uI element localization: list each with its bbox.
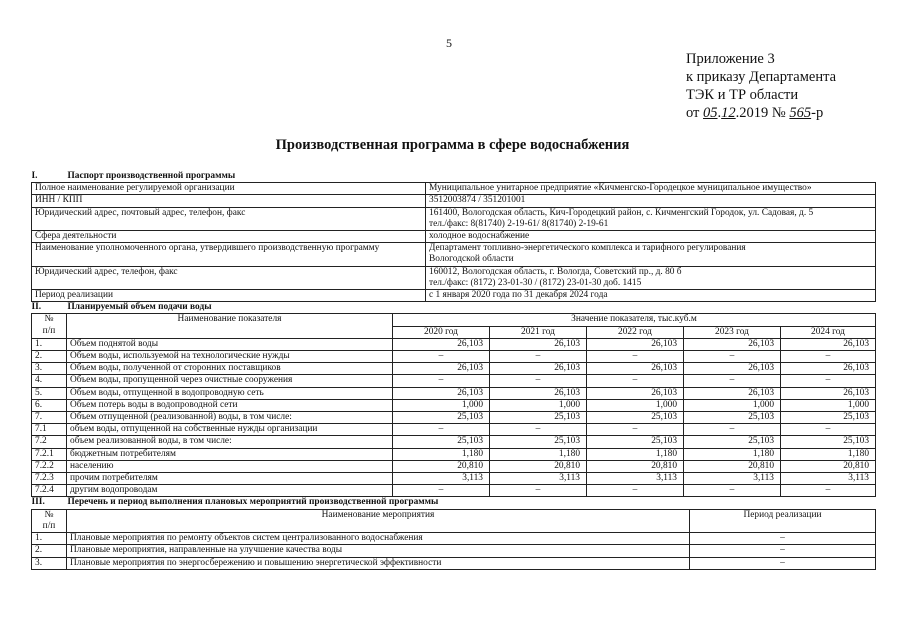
row-value: 26,103 — [587, 338, 684, 350]
row-value: 26,103 — [490, 387, 587, 399]
row-value: 26,103 — [684, 363, 781, 375]
row-value: 1,180 — [781, 448, 876, 460]
row-number: 6. — [32, 399, 67, 411]
annex-day: 05 — [703, 105, 718, 121]
row-number: 5. — [32, 387, 67, 399]
row-value: 25,103 — [490, 412, 587, 424]
row-name: прочим потребителям — [67, 473, 393, 485]
col-values-header: Значение показателя, тыс.куб.м — [393, 314, 876, 326]
passport-row — [32, 195, 876, 207]
passport-value-line-2: тел./факс: (8172) 23-01-30 / (8172) 23-01-30 доб. 1415 — [429, 277, 642, 288]
row-value: 26,103 — [490, 338, 587, 350]
annex-year: .2019 № — [735, 105, 786, 121]
row-name: другим водопроводам — [67, 485, 393, 497]
row-value: 25,103 — [393, 436, 490, 448]
measure-period: – — [690, 533, 876, 545]
volume-row — [32, 338, 876, 350]
row-number: 2. — [32, 545, 67, 557]
passport-row — [32, 207, 876, 230]
passport-value — [426, 195, 876, 207]
row-value: 25,103 — [781, 412, 876, 424]
row-value: – — [490, 485, 587, 497]
passport-label: Сфера деятельности — [32, 231, 426, 243]
row-value: 26,103 — [684, 387, 781, 399]
passport-value — [426, 243, 876, 266]
row-value: 3,113 — [587, 473, 684, 485]
passport-value-line: 3512003874 / 351201001 — [429, 195, 526, 206]
row-value: 26,103 — [393, 387, 490, 399]
row-value: – — [393, 375, 490, 387]
row-number: 7.2.2 — [32, 460, 67, 472]
row-value: 26,103 — [684, 338, 781, 350]
row-value: 20,810 — [490, 460, 587, 472]
section3-title: Перечень и период выполнения плановых мероприятий производственной программы — [67, 497, 439, 508]
volume-row — [32, 473, 876, 485]
volume-row — [32, 399, 876, 411]
measure-period: – — [690, 557, 876, 569]
row-name: Объем потерь воды в водопроводной сети — [67, 399, 393, 411]
row-value: 26,103 — [781, 387, 876, 399]
row-value: 25,103 — [587, 412, 684, 424]
document-body — [31, 171, 875, 570]
row-number: 1. — [32, 533, 67, 545]
row-number: 4. — [32, 375, 67, 387]
section1-number: I. — [31, 171, 38, 181]
row-number: 1. — [32, 338, 67, 350]
row-value: 26,103 — [781, 363, 876, 375]
passport-label: Юридический адрес, телефон, факс — [32, 266, 426, 289]
row-value: 20,810 — [587, 460, 684, 472]
row-number: 2. — [32, 351, 67, 363]
passport-value-line: с 1 января 2020 года по 31 декабря 2024 года — [429, 290, 608, 301]
row-value: 25,103 — [490, 436, 587, 448]
row-value: – — [490, 351, 587, 363]
page-title: Производственная программа в сфере водоснабжения — [275, 137, 630, 153]
year-header: 2020 год — [393, 326, 490, 338]
volume-row — [32, 363, 876, 375]
row-name: объем воды, отпущенной на собственные нужды организации — [67, 424, 393, 436]
page-number: 5 — [446, 36, 452, 50]
row-value: 20,810 — [781, 460, 876, 472]
passport-value — [426, 290, 876, 302]
volume-row — [32, 448, 876, 460]
measure-row — [32, 533, 876, 545]
section1-title: Паспорт производственной программы — [67, 171, 236, 181]
row-value: 26,103 — [781, 338, 876, 350]
row-name: бюджетным потребителям — [67, 448, 393, 460]
col-name-header: Наименование показателя — [67, 314, 393, 338]
annex-date-prefix: от — [686, 105, 700, 121]
row-value: 1,000 — [490, 399, 587, 411]
row-value: – — [684, 375, 781, 387]
passport-label: Период реализации — [32, 290, 426, 302]
row-number: 3. — [32, 557, 67, 569]
section1-heading — [32, 171, 876, 183]
annex-block — [686, 50, 836, 122]
row-value: – — [684, 485, 781, 497]
passport-value — [426, 231, 876, 243]
measure-row — [32, 557, 876, 569]
passport-label: Полное наименование регулируемой организации — [32, 183, 426, 195]
passport-table — [31, 171, 876, 302]
row-value: 1,180 — [490, 448, 587, 460]
row-value: – — [781, 375, 876, 387]
row-value: 1,180 — [684, 448, 781, 460]
row-value: 25,103 — [684, 436, 781, 448]
measures-table — [31, 497, 876, 569]
row-value: 26,103 — [587, 387, 684, 399]
annex-suffix: -р — [811, 105, 824, 121]
measure-period: – — [690, 545, 876, 557]
section2-header-row — [32, 314, 876, 326]
year-header: 2023 год — [684, 326, 781, 338]
row-value: 1,000 — [781, 399, 876, 411]
row-number: 7.2.4 — [32, 485, 67, 497]
row-number: 7. — [32, 412, 67, 424]
row-value: 20,810 — [393, 460, 490, 472]
row-value: 25,103 — [781, 436, 876, 448]
volume-row — [32, 412, 876, 424]
row-value: – — [587, 424, 684, 436]
row-value: – — [684, 351, 781, 363]
volume-row — [32, 485, 876, 497]
measure-name: Плановые мероприятия по ремонту объектов систем централизованного водоснабжения — [67, 533, 690, 545]
row-value: 3,113 — [393, 473, 490, 485]
passport-value — [426, 266, 876, 289]
row-value: 25,103 — [684, 412, 781, 424]
passport-row — [32, 266, 876, 289]
section2-heading — [32, 302, 876, 314]
passport-value-line: 160012, Вологодская область, г. Вологда, Советский пр., д. 80 б — [429, 266, 682, 277]
row-value: 1,180 — [393, 448, 490, 460]
passport-value — [426, 183, 876, 195]
row-value: – — [393, 351, 490, 363]
volume-row — [32, 387, 876, 399]
passport-value-line-2: Вологодской области — [429, 254, 514, 265]
year-header: 2024 год — [781, 326, 876, 338]
row-name: Объем отпущенной (реализованной) воды, в том числе: — [67, 412, 393, 424]
row-value: 26,103 — [393, 363, 490, 375]
measure-row — [32, 545, 876, 557]
passport-value-line-2: тел./факс: 8(81740) 2-19-61/ 8(81740) 2-19-61 — [429, 218, 609, 229]
measure-name: Плановые мероприятия, направленные на улучшение качества воды — [67, 545, 690, 557]
volume-row — [32, 351, 876, 363]
row-name: Объем воды, используемой на технологические нужды — [67, 351, 393, 363]
annex-sep: . — [717, 105, 722, 121]
row-value: – — [490, 375, 587, 387]
row-value: – — [587, 351, 684, 363]
row-number: 3. — [32, 363, 67, 375]
row-name: объем реализованной воды, в том числе: — [67, 436, 393, 448]
passport-label: Наименование уполномоченного органа, утвердившего производственную программу — [32, 243, 426, 266]
passport-label: Юридический адрес, почтовый адрес, телефон, факс — [32, 207, 426, 230]
row-number: 7.2.3 — [32, 473, 67, 485]
row-value: – — [393, 485, 490, 497]
row-value: 3,113 — [490, 473, 587, 485]
row-value: – — [587, 485, 684, 497]
passport-value — [426, 207, 876, 230]
row-value: 1,000 — [393, 399, 490, 411]
row-value: – — [781, 351, 876, 363]
row-value: – — [781, 424, 876, 436]
row-number: 7.2 — [32, 436, 67, 448]
row-value: 26,103 — [490, 363, 587, 375]
row-value: 3,113 — [781, 473, 876, 485]
row-value: 1,000 — [684, 399, 781, 411]
row-value: – — [587, 375, 684, 387]
section2-number: II. — [31, 302, 42, 313]
section3-number: III. — [31, 497, 45, 508]
row-value: 25,103 — [587, 436, 684, 448]
section3-header-row — [32, 509, 876, 532]
passport-value-line: холодное водоснабжение — [429, 231, 530, 242]
year-header: 2021 год — [490, 326, 587, 338]
section2-title: Планируемый объем подачи воды — [67, 302, 212, 313]
row-name: Объем воды, отпущенной в водопроводную сеть — [67, 387, 393, 399]
col-num-header-3: № п/п — [32, 509, 67, 532]
row-value: – — [781, 485, 876, 497]
row-value: – — [393, 424, 490, 436]
annex-line-4 — [686, 104, 836, 122]
passport-row — [32, 243, 876, 266]
row-number: 7.2.1 — [32, 448, 67, 460]
row-name: Объем воды, пропущенной через очистные сооружения — [67, 375, 393, 387]
volume-row — [32, 436, 876, 448]
col-num-header: № п/п — [32, 314, 67, 338]
passport-row — [32, 231, 876, 243]
annex-line-1: Приложение 3 — [686, 51, 775, 67]
volume-row — [32, 460, 876, 472]
row-value: 3,113 — [684, 473, 781, 485]
row-name: населению — [67, 460, 393, 472]
annex-line-3: ТЭК и ТР области — [686, 87, 799, 103]
row-name: Объем поднятой воды — [67, 338, 393, 350]
row-value: 20,810 — [684, 460, 781, 472]
passport-row — [32, 183, 876, 195]
passport-label: ИНН / КПП — [32, 195, 426, 207]
section3-heading — [32, 497, 876, 509]
row-value: 1,000 — [587, 399, 684, 411]
water-volume-table — [31, 302, 876, 497]
row-value: 1,180 — [587, 448, 684, 460]
row-value: – — [684, 424, 781, 436]
row-value: 25,103 — [393, 412, 490, 424]
passport-value-line: Муниципальное унитарное предприятие «Кичменгско-Городецкое муниципальное имущество» — [429, 183, 812, 194]
volume-row — [32, 424, 876, 436]
row-number: 7.1 — [32, 424, 67, 436]
row-value: 26,103 — [587, 363, 684, 375]
volume-row — [32, 375, 876, 387]
row-value: – — [490, 424, 587, 436]
annex-number: 565 — [789, 105, 812, 121]
passport-value-line: 161400, Вологодская область, Кич-Городецкий район, с. Кичменгский Городок, ул. Садовая, д. 5 — [429, 207, 814, 218]
passport-value-line: Департамент топливно-энергетического комплекса и тарифного регулирования — [429, 243, 746, 254]
passport-row — [32, 290, 876, 302]
year-header: 2022 год — [587, 326, 684, 338]
col-measure-header: Наименование мероприятия — [67, 509, 690, 532]
row-value: 26,103 — [393, 338, 490, 350]
annex-month: 12 — [721, 105, 736, 121]
annex-line-2: к приказу Департамента — [686, 69, 837, 85]
row-name: Объем воды, полученной от сторонних поставщиков — [67, 363, 393, 375]
col-period-header: Период реализации — [690, 509, 876, 532]
measure-name: Плановые мероприятия по энергосбережению и повышению энергетической эффективности — [67, 557, 690, 569]
